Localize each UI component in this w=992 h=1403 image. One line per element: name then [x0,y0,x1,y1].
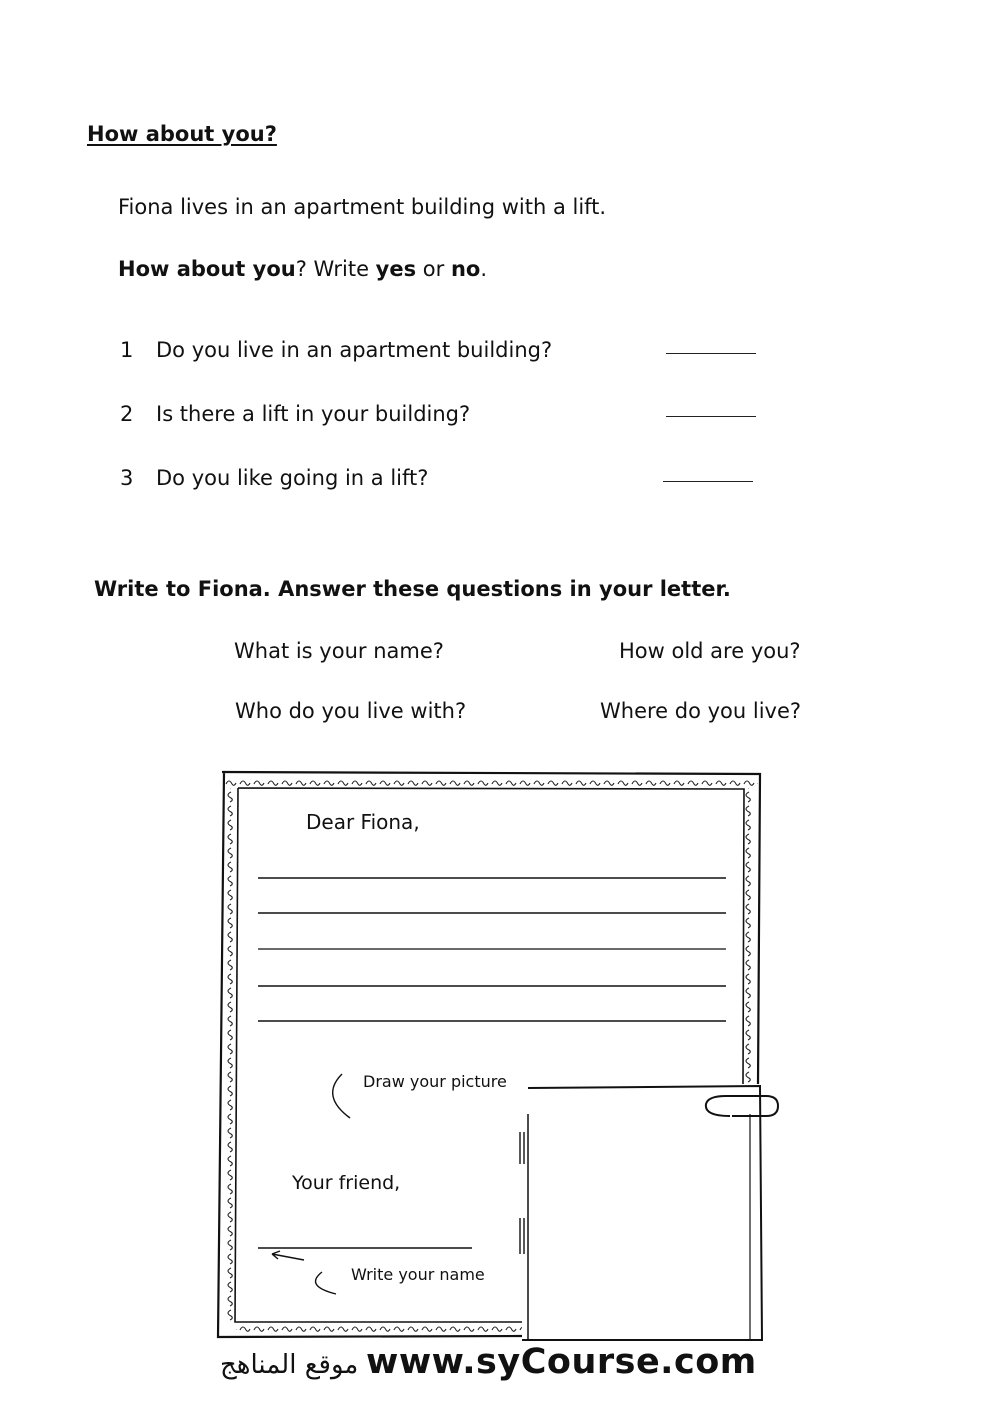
instruction-no: no [450,257,481,281]
prompt-name: What is your name? [234,639,444,663]
question-number: 1 [120,338,134,362]
section-heading: How about you? [87,122,277,146]
letter-task-heading: Write to Fiona. Answer these questions in your letter. [94,577,731,601]
instruction-write: ? Write [295,257,376,281]
answer-line[interactable] [666,353,756,354]
prompt-where: Where do you live? [600,699,802,723]
question-text: Do you like going in a lift? [156,466,429,490]
intro-text: Fiona lives in an apartment building with a lift. [118,195,607,219]
answer-line[interactable] [663,481,753,482]
instruction-period: . [480,257,488,281]
instruction-or: or [416,257,451,281]
instruction-bold-how: How about you [118,257,296,281]
instruction-yes: yes [375,257,417,281]
prompt-age: How old are you? [619,639,801,663]
instruction-text [118,257,487,281]
prompt-live-with: Who do you live with? [235,699,467,723]
question-text: Do you live in an apartment building? [156,338,553,362]
question-number: 3 [120,466,134,490]
footer-url: www.syCourse.com [366,1342,757,1382]
letter-closing: Your friend, [292,1172,401,1194]
footer-arabic: موقع المناهج [220,1350,359,1380]
question-text: Is there a lift in your building? [156,402,471,426]
letter-frame [210,762,780,1342]
draw-picture-hint: Draw your picture [363,1072,507,1091]
answer-line[interactable] [666,416,756,417]
write-name-hint: Write your name [351,1265,485,1284]
letter-greeting: Dear Fiona, [306,810,420,834]
question-number: 2 [120,402,134,426]
